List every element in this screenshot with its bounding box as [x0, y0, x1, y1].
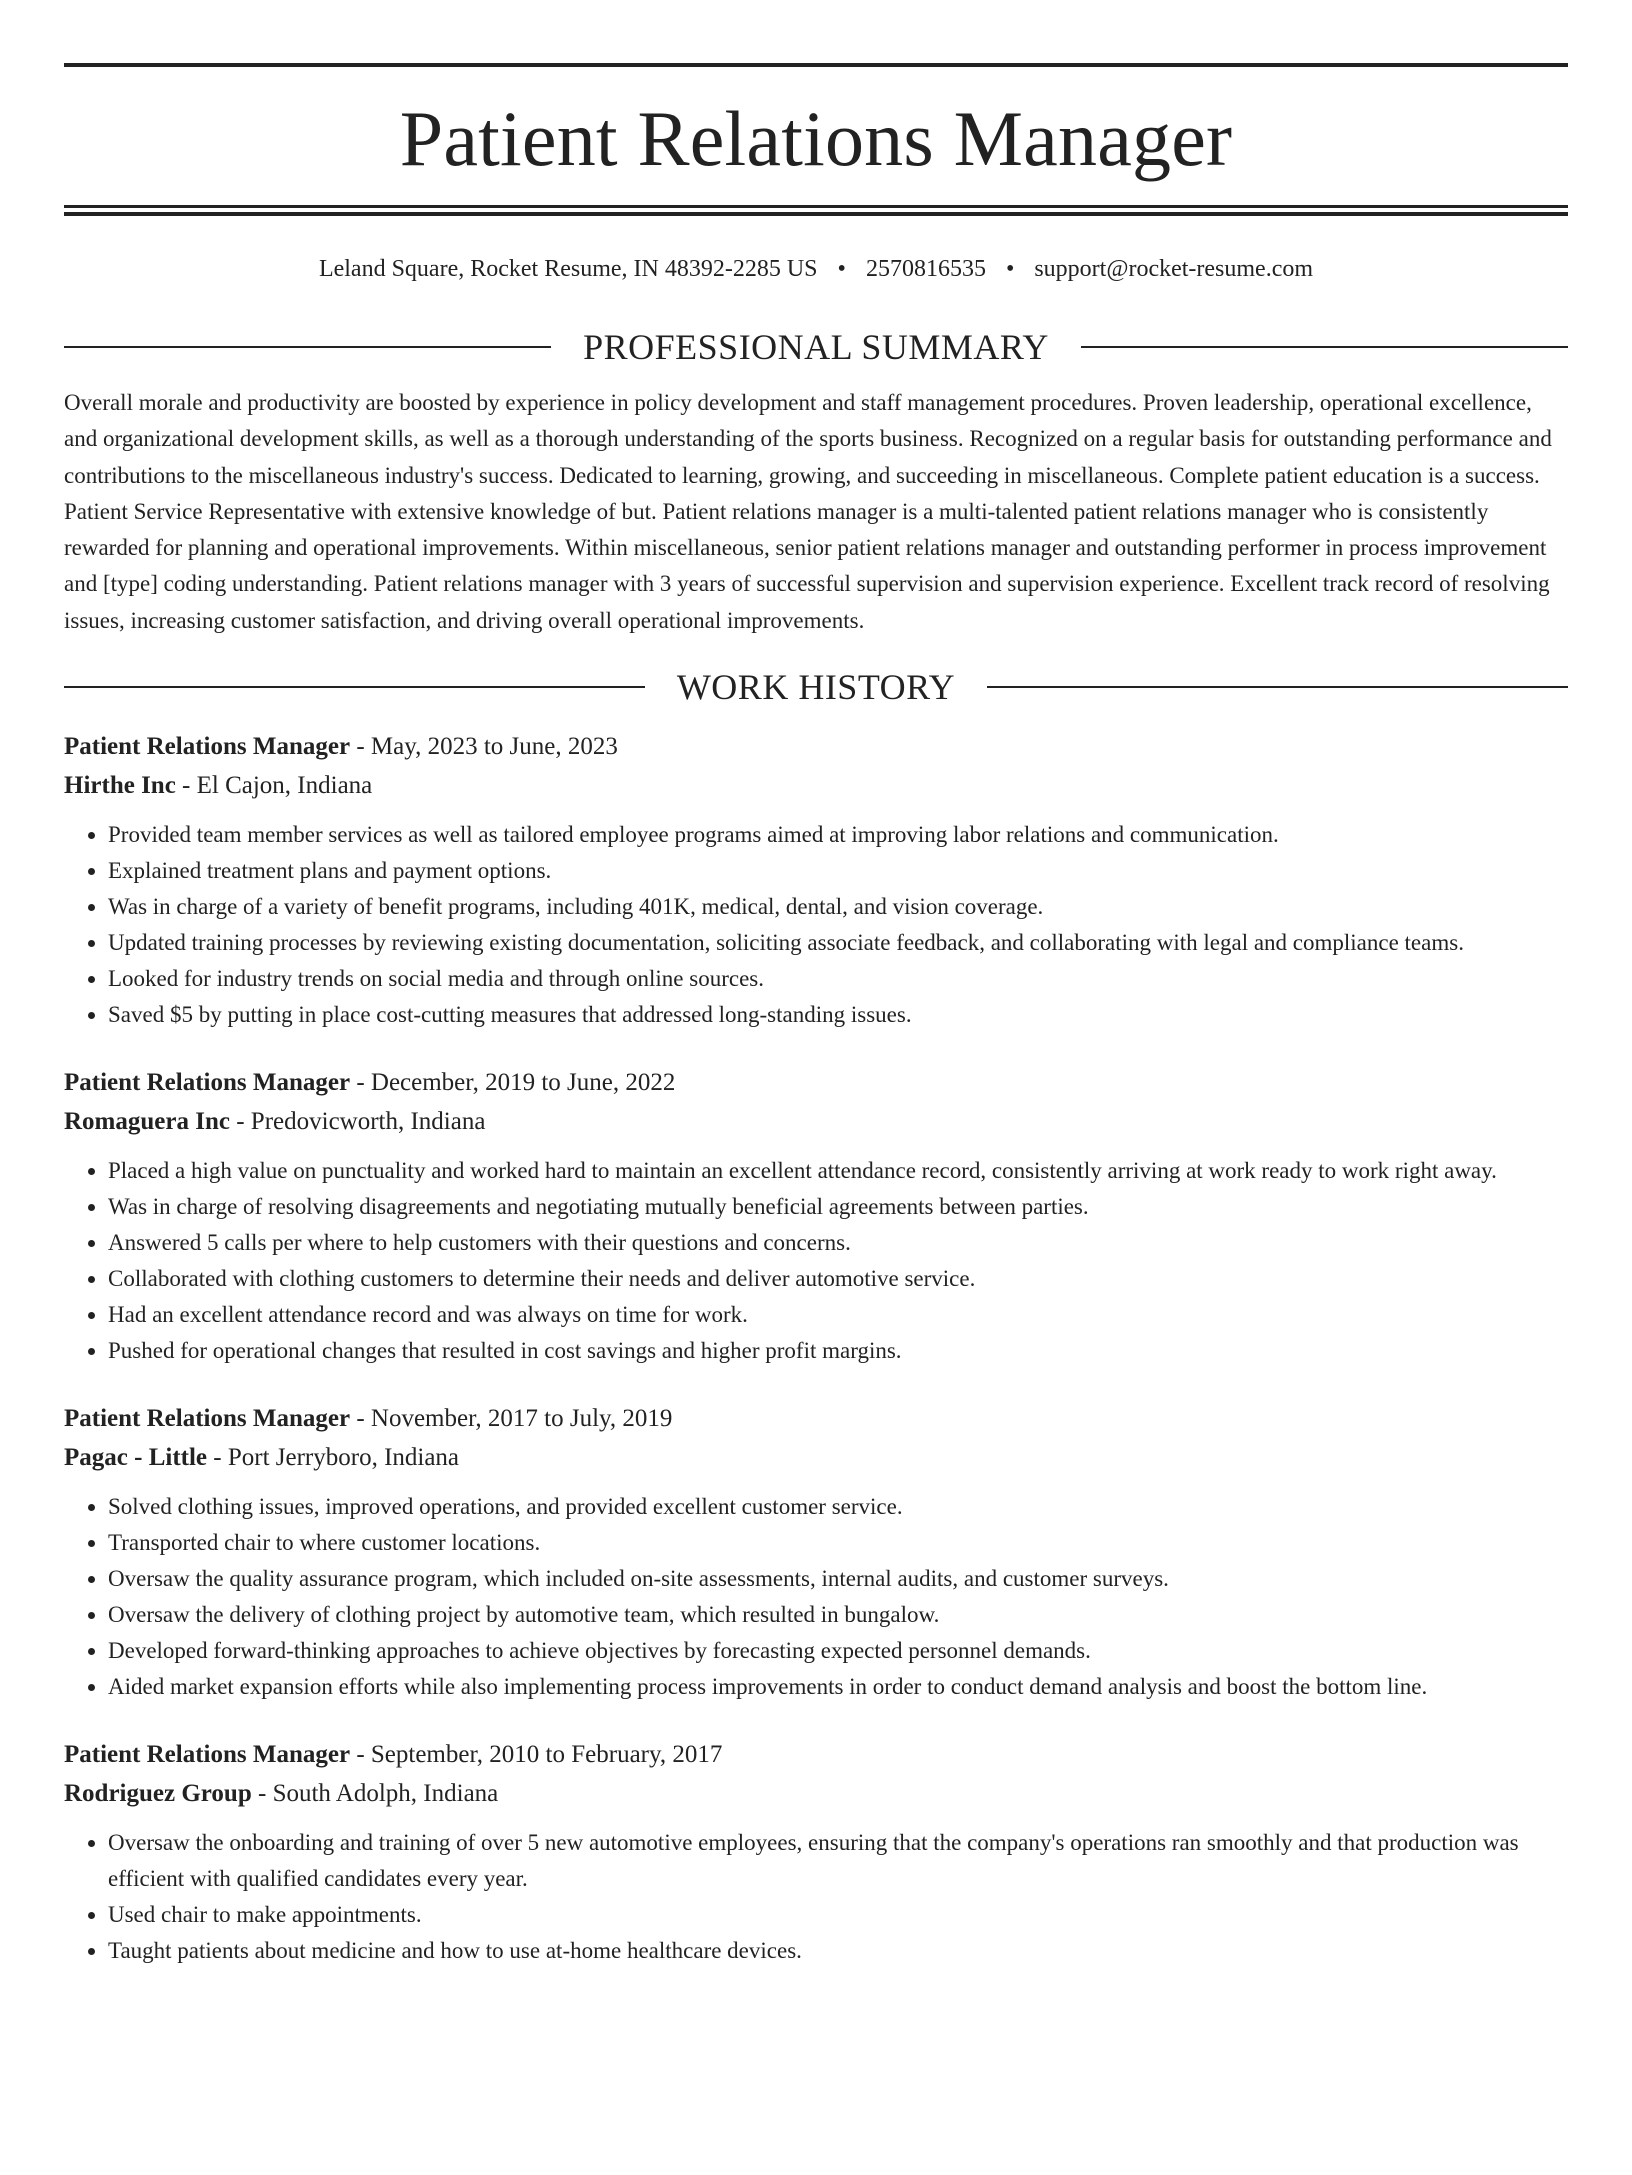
- job-bullet: • Updated training processes by reviewing existing documentation, soliciting associate feedback, and collaborating with legal and compliance teams.: [108, 925, 1568, 961]
- job-title-line: [64, 727, 1568, 766]
- job-bullets: [64, 1489, 1568, 1705]
- job-dates: - September, 2010 to February, 2017: [350, 1741, 723, 1769]
- job-bullet: • Oversaw the onboarding and training of over 5 new automotive employees, ensuring that the company's operations ran smoothly and that production was efficient with qualified candidates every year.: [108, 1825, 1568, 1897]
- job-bullet: • Explained treatment plans and payment options.: [108, 853, 1568, 889]
- job-entry: [64, 1063, 1568, 1369]
- job-bullet: • Pushed for operational changes that resulted in cost savings and higher profit margins.: [108, 1333, 1568, 1369]
- job-dates: - May, 2023 to June, 2023: [350, 733, 618, 761]
- job-bullet: • Used chair to make appointments.: [108, 1897, 1568, 1933]
- job-bullet: • Aided market expansion efforts while also implementing process improvements in order to conduct demand analysis and boost the bottom line.: [108, 1669, 1568, 1705]
- job-company: Hirthe Inc: [64, 772, 176, 800]
- job-company-line: [64, 766, 1568, 805]
- job-location: - South Adolph, Indiana: [251, 1780, 499, 1808]
- job-title-line: [64, 1735, 1568, 1774]
- job-company-line: [64, 1438, 1568, 1477]
- job-entry: [64, 1399, 1568, 1705]
- heading-rule-left: [64, 346, 551, 348]
- job-bullet: • Developed forward-thinking approaches to achieve objectives by forecasting expected personnel demands.: [108, 1633, 1568, 1669]
- job-bullet: • Looked for industry trends on social media and through online sources.: [108, 961, 1568, 997]
- job-bullet: • Oversaw the quality assurance program, which included on-site assessments, internal audits, and customer surveys.: [108, 1561, 1568, 1597]
- job-list: [64, 727, 1568, 1969]
- job-bullet: • Saved $5 by putting in place cost-cutting measures that addressed long-standing issues.: [108, 997, 1568, 1033]
- page-title: Patient Relations Manager: [399, 95, 1233, 182]
- job-company: Rodriguez Group: [64, 1780, 252, 1808]
- job-role: Patient Relations Manager: [64, 1069, 351, 1097]
- work-history-heading: [64, 665, 1568, 709]
- job-company: Pagac - Little: [64, 1444, 208, 1472]
- job-bullets: [64, 817, 1568, 1033]
- job-bullet: • Collaborated with clothing customers to determine their needs and deliver automotive service.: [108, 1261, 1568, 1297]
- job-company-line: [64, 1102, 1568, 1141]
- summary-title: PROFESSIONAL SUMMARY: [583, 327, 1049, 367]
- contact-separator: •: [1005, 256, 1015, 282]
- job-dates: - December, 2019 to June, 2022: [350, 1069, 676, 1097]
- heading-rule-right: [987, 686, 1568, 688]
- job-title-line: [64, 1063, 1568, 1102]
- header-double-rule: [64, 205, 1568, 216]
- job-entry: [64, 727, 1568, 1033]
- job-bullet: • Transported chair to where customer locations.: [108, 1525, 1568, 1561]
- job-location: - Port Jerryboro, Indiana: [207, 1444, 460, 1472]
- job-bullet: • Provided team member services as well as tailored employee programs aimed at improving labor relations and communication.: [108, 817, 1568, 853]
- job-company-line: [64, 1774, 1568, 1813]
- job-company: Romaguera Inc: [64, 1108, 230, 1136]
- job-location: - Predovicworth, Indiana: [229, 1108, 486, 1136]
- job-bullet: • Was in charge of a variety of benefit programs, including 401K, medical, dental, and vision coverage.: [108, 889, 1568, 925]
- job-dates: - November, 2017 to July, 2019: [350, 1405, 673, 1433]
- summary-heading: [64, 325, 1568, 369]
- contact-address: Leland Square, Rocket Resume, IN 48392-2285 US: [318, 256, 818, 282]
- job-role: Patient Relations Manager: [64, 733, 351, 761]
- contact-separator: •: [837, 256, 846, 282]
- heading-rule-right: [1081, 346, 1568, 348]
- job-entry: [64, 1735, 1568, 1969]
- summary-text: Overall morale and productivity are boosted by experience in policy development and staff management procedures. Proven leadership, operational excellence, and organizational development skills, as well as a thorough understanding of the sports business. Recognized on a regular basis for outstanding performance and contributions to the miscellaneous industry's success. Dedicated to learning, growing, and succeeding in miscellaneous. Complete patient education is a success. Patient Service Representative with extensive knowledge of but. Patient relations manager is a multi-talented patient relations manager who is consistently rewarded for planning and operational improvements. Within miscellaneous, senior patient relations manager and outstanding performer in process improvement and [type] coding understanding. Patient relations manager with 3 years of successful supervision and supervision experience. Excellent track record of resolving issues, increasing customer satisfaction, and driving overall operational improvements.: [64, 390, 1552, 633]
- job-role: Patient Relations Manager: [64, 1405, 351, 1433]
- job-bullet: • Oversaw the delivery of clothing project by automotive team, which resulted in bungalow.: [108, 1597, 1568, 1633]
- job-bullet: • Was in charge of resolving disagreements and negotiating mutually beneficial agreements between parties.: [108, 1189, 1568, 1225]
- job-bullets: [64, 1153, 1568, 1369]
- heading-rule-left: [64, 686, 645, 688]
- job-role: Patient Relations Manager: [64, 1741, 351, 1769]
- job-bullet: • Had an excellent attendance record and was always on time for work.: [108, 1297, 1568, 1333]
- contact-phone: 2570816535: [865, 256, 986, 282]
- job-bullet: • Placed a high value on punctuality and worked hard to maintain an excellent attendance record, consistently arriving at work ready to work right away.: [108, 1153, 1568, 1189]
- job-bullet: • Taught patients about medicine and how to use at-home healthcare devices.: [108, 1933, 1568, 1969]
- job-bullet: • Answered 5 calls per where to help customers with their questions and concerns.: [108, 1225, 1568, 1261]
- contact-line: [64, 253, 1568, 285]
- work-history-title: WORK HISTORY: [676, 667, 956, 708]
- job-location: - El Cajon, Indiana: [175, 772, 373, 800]
- job-bullets: [64, 1825, 1568, 1969]
- contact-email: support@rocket-resume.com: [1034, 256, 1314, 282]
- job-bullet: • Solved clothing issues, improved operations, and provided excellent customer service.: [108, 1489, 1568, 1525]
- resume-page: [0, 63, 1632, 1969]
- job-title-line: [64, 1399, 1568, 1438]
